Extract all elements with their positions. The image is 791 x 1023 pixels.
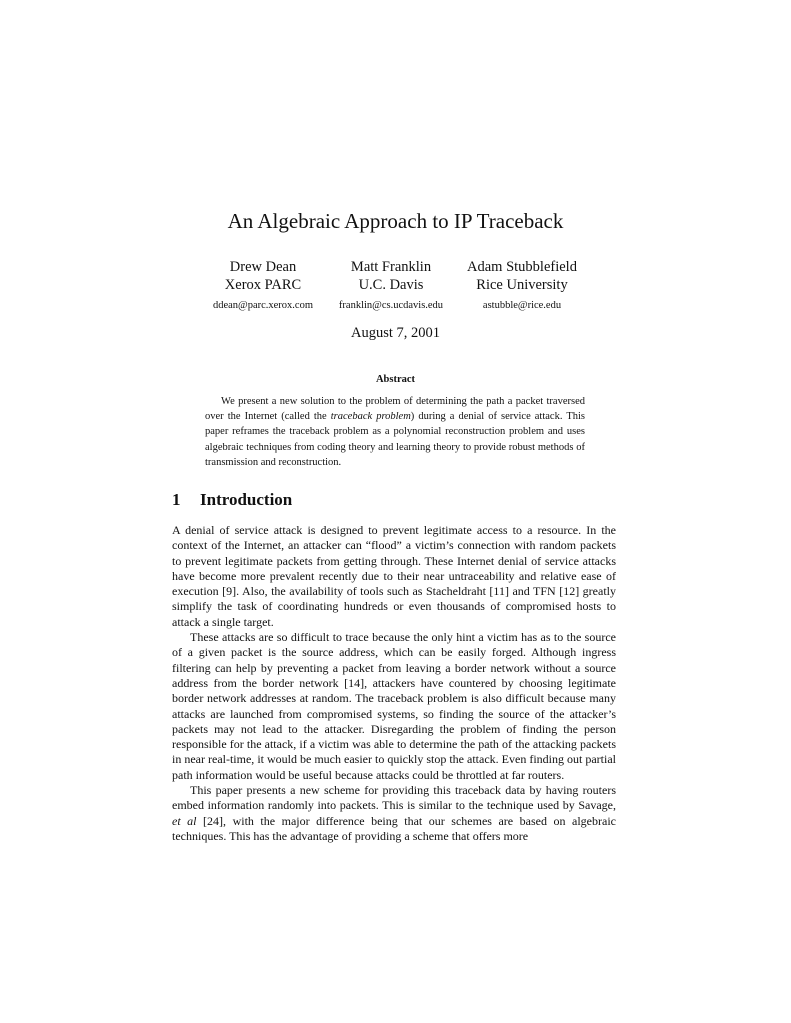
paragraph-2: These attacks are so difficult to trace because the only hint a victim has as to the source of a given packet is the source address, which can be easily forged. Although ingress filtering can help by preventing a packet from leaving a border network without a source address from the border network [14], attackers have countered by choosing legitimate border network addresses at random. The traceback problem is also difficult because many attacks are launched from compromised systems, so finding the source of the attacker’s packets may not lead to the attacker. Disregarding the problem of finding the person responsible for the attack, if a victim was able to determine the path of the attacking packets in near real-time, it would be much easier to quickly stop the attack. Even finding out partial path information would be useful because attacks could be throttled at far routers. (172, 630, 616, 782)
author-affiliation: Rice University (476, 277, 568, 293)
author-email: astubble@rice.edu (482, 300, 562, 311)
paper-title: An Algebraic Approach to IP Traceback (227, 209, 564, 233)
section-title: Introduction (200, 490, 293, 509)
author-email: franklin@cs.ucdavis.edu (338, 300, 444, 311)
author-name: Adam Stubblefield (467, 259, 577, 275)
author-block-3 (447, 258, 597, 313)
section-heading (172, 489, 292, 511)
author-name: Matt Franklin (350, 259, 432, 275)
paragraph-3: This paper presents a new scheme for providing this traceback data by having routers embed information randomly into packets. This is similar to the technique used by Savage, et al [24], with the major difference being that our schemes are based on algebraic techniques. This has the advantage of providing a scheme that offers more (172, 783, 616, 843)
paper-date: August 7, 2001 (350, 325, 441, 341)
author-block-2 (316, 258, 466, 313)
author-name: Drew Dean (229, 259, 297, 275)
author-email: ddean@parc.xerox.com (212, 300, 314, 311)
body-text (172, 523, 616, 844)
abstract-emphasis: traceback problem (330, 411, 411, 423)
author-affiliation: Xerox PARC (224, 277, 302, 293)
author-affiliation: U.C. Davis (358, 277, 424, 293)
section-number: 1 (172, 490, 181, 509)
abstract-text: We present a new solution to the problem of determining the path a packet traversed over the Internet (called the traceback problem) during a denial of service attack. This paper reframes the traceback problem as a polynomial reconstruction problem and uses algebraic techniques from coding theory and learning theory to provide robust methods of transmission and reconstruction. (205, 396, 585, 468)
citation-emphasis: et al (172, 813, 197, 828)
paragraph-1: A denial of service attack is designed to prevent legitimate access to a resource. In the context of the Internet, an attacker can “flood” a victim’s connection with random packets to prevent legitimate packets from getting through. These Internet denial of service attacks have become more prevalent recently due to their near untraceability and relative ease of execution [9]. Also, the availability of tools such as Stacheldraht [11] and TFN [12] greatly simplify the task of coordinating hundreds or even thousands of compromised hosts to attack a single target. (172, 523, 616, 629)
abstract-heading: Abstract (375, 374, 416, 385)
